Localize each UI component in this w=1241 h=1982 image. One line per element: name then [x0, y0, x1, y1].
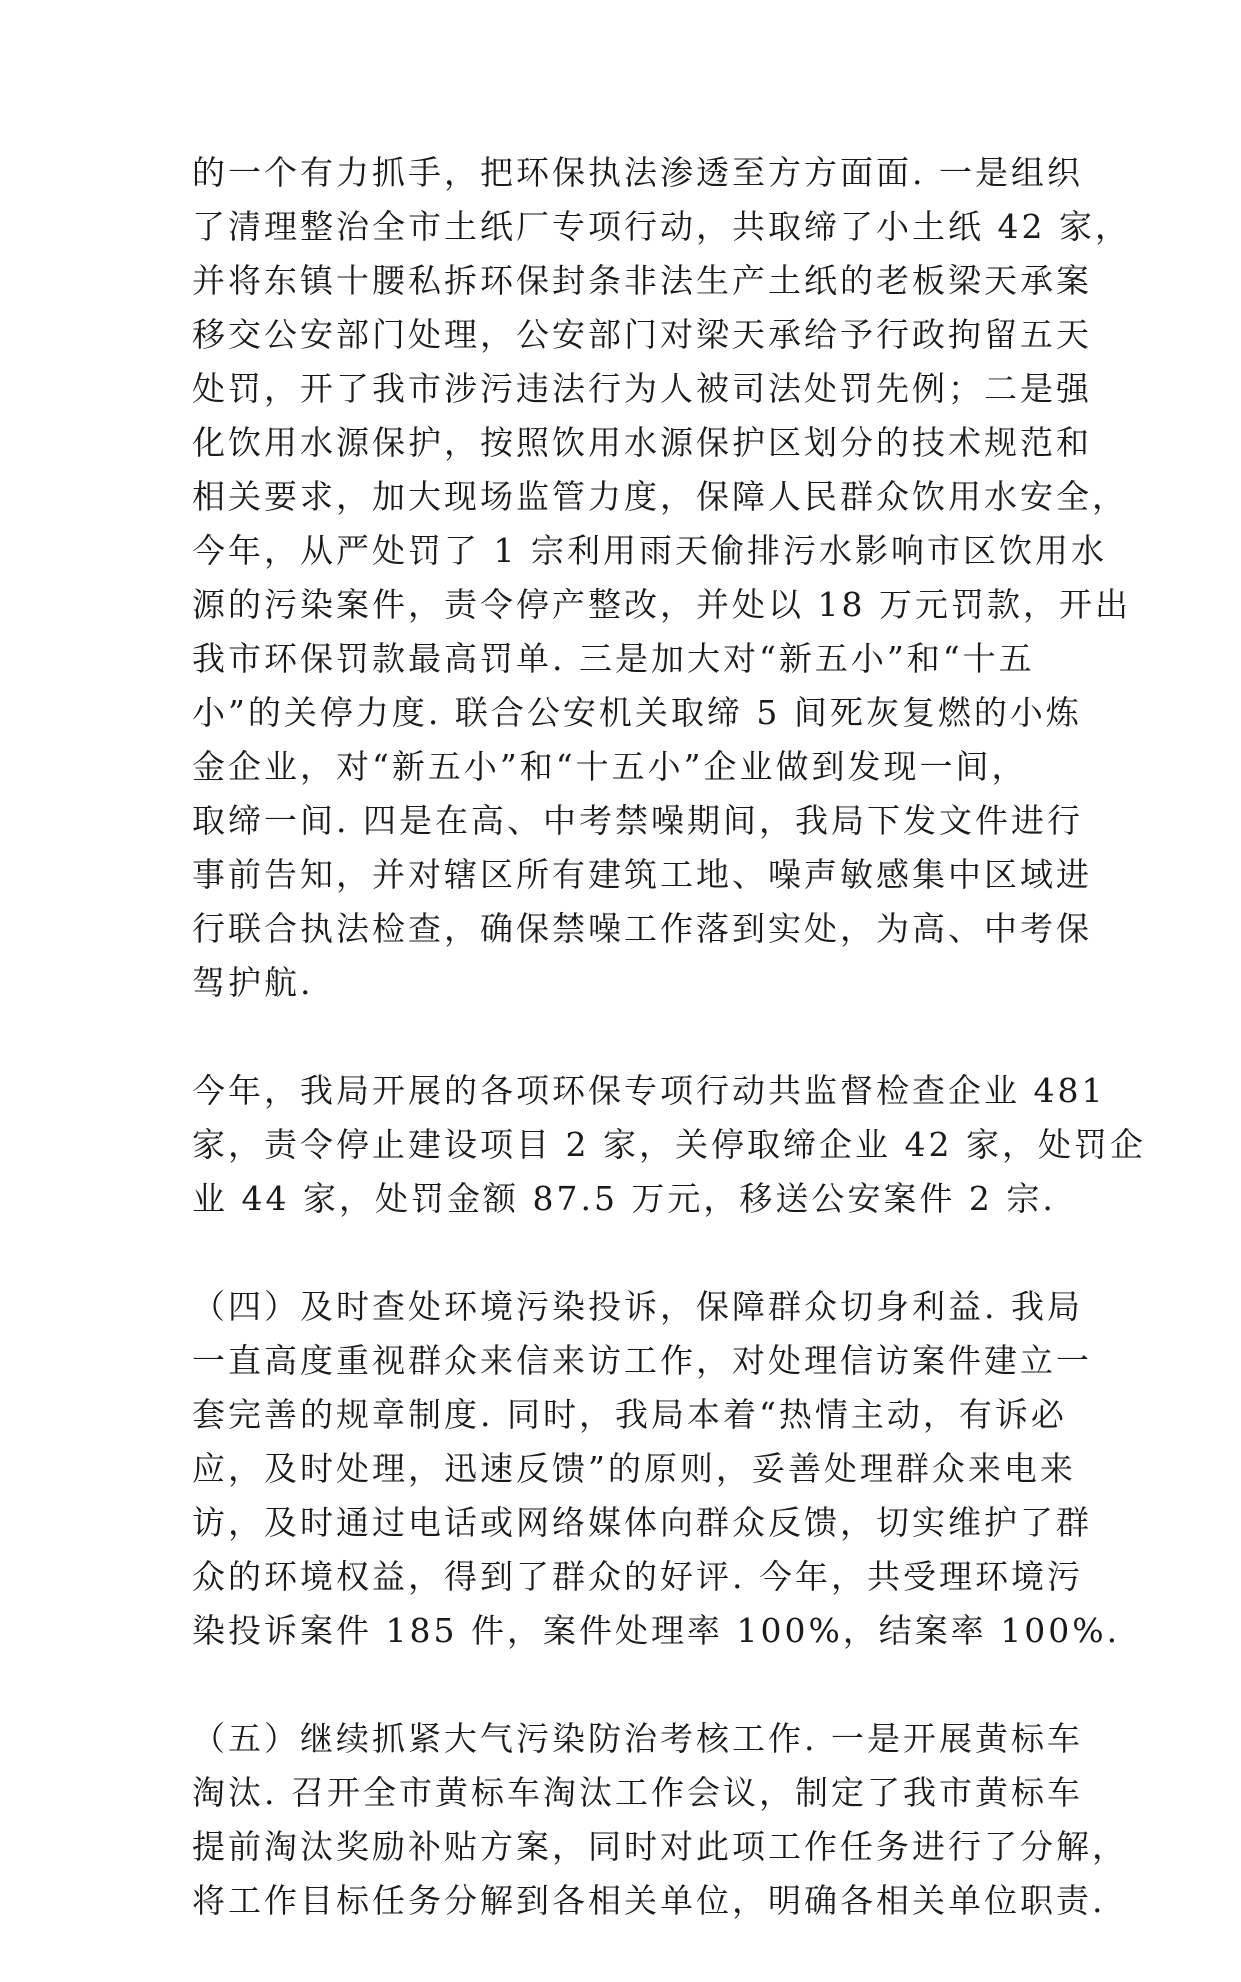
text-line: （四）及时查处环境污染投诉，保障群众切身利益. 我局	[192, 1287, 1083, 1326]
text-line: 淘汰. 召开全市黄标车淘汰工作会议，制定了我市黄标车	[192, 1773, 1083, 1812]
text-line: 一直高度重视群众来信来访工作，对处理信访案件建立一	[192, 1341, 1092, 1380]
text-line: 众的环境权益，得到了群众的好评. 今年，共受理环境污	[192, 1557, 1083, 1596]
text-line: 金企业，对“新五小”和“十五小”企业做到发现一间，	[192, 747, 1028, 786]
text-line: 移交公安部门处理，公安部门对梁天承给予行政拘留五天	[192, 315, 1092, 354]
paragraph-air-pollution	[192, 1712, 1128, 1928]
text-line: 了清理整治全市土纸厂专项行动，共取缔了小土纸 42 家，	[192, 207, 1131, 246]
text-line: 驾护航.	[192, 963, 314, 1002]
text-line: 相关要求，加大现场监管力度，保障人民群众饮用水安全，	[192, 477, 1128, 516]
text-line: 我市环保罚款最高罚单. 三是加大对“新五小”和“十五	[192, 639, 1035, 678]
paragraph-complaints	[192, 1280, 1121, 1658]
text-line: 应，及时处理，迅速反馈”的原则，妥善处理群众来电来	[192, 1449, 1076, 1488]
text-line: 今年，我局开展的各项环保专项行动共监督检查企业 481	[192, 1071, 1106, 1110]
text-line: 行联合执法检查，确保禁噪工作落到实处，为高、中考保	[192, 909, 1092, 948]
paragraph-annual-statistics	[192, 1064, 1146, 1226]
text-line: 并将东镇十腰私拆环保封条非法生产土纸的老板梁天承案	[192, 261, 1092, 300]
text-line: 提前淘汰奖励补贴方案，同时对此项工作任务进行了分解，	[192, 1827, 1128, 1866]
text-line: 的一个有力抓手，把环保执法渗透至方方面面. 一是组织	[192, 153, 1083, 192]
text-line: 将工作目标任务分解到各相关单位，明确各相关单位职责.	[192, 1881, 1106, 1920]
text-line: 访，及时通过电话或网络媒体向群众反馈，切实维护了群	[192, 1503, 1092, 1542]
text-line: 处罚，开了我市涉污违法行为人被司法处罚先例；二是强	[192, 369, 1092, 408]
text-line: （五）继续抓紧大气污染防治考核工作. 一是开展黄标车	[192, 1719, 1083, 1758]
text-line: 小”的关停力度. 联合公安机关取缔 5 间死灰复燃的小炼	[192, 693, 1082, 732]
text-line: 染投诉案件 185 件，案件处理率 100%，结案率 100%.	[192, 1611, 1121, 1650]
text-line: 今年，从严处罚了 1 宗利用雨天偷排污水影响市区饮用水	[192, 531, 1107, 570]
text-line: 家，责令停止建设项目 2 家，关停取缔企业 42 家，处罚企	[192, 1125, 1146, 1164]
text-line: 源的污染案件，责令停产整改，并处以 18 万元罚款，开出	[192, 585, 1131, 624]
text-line: 事前告知，并对辖区所有建筑工地、噪声敏感集中区域进	[192, 855, 1092, 894]
document-body	[192, 146, 1146, 1982]
text-line: 套完善的规章制度. 同时，我局本着“热情主动，有诉必	[192, 1395, 1067, 1434]
text-line: 取缔一间. 四是在高、中考禁噪期间，我局下发文件进行	[192, 801, 1083, 840]
paragraph-enforcement-actions	[192, 146, 1131, 1010]
text-line: 化饮用水源保护，按照饮用水源保护区划分的技术规范和	[192, 423, 1092, 462]
text-line: 业 44 家，处罚金额 87.5 万元，移送公安案件 2 宗.	[192, 1179, 1056, 1218]
